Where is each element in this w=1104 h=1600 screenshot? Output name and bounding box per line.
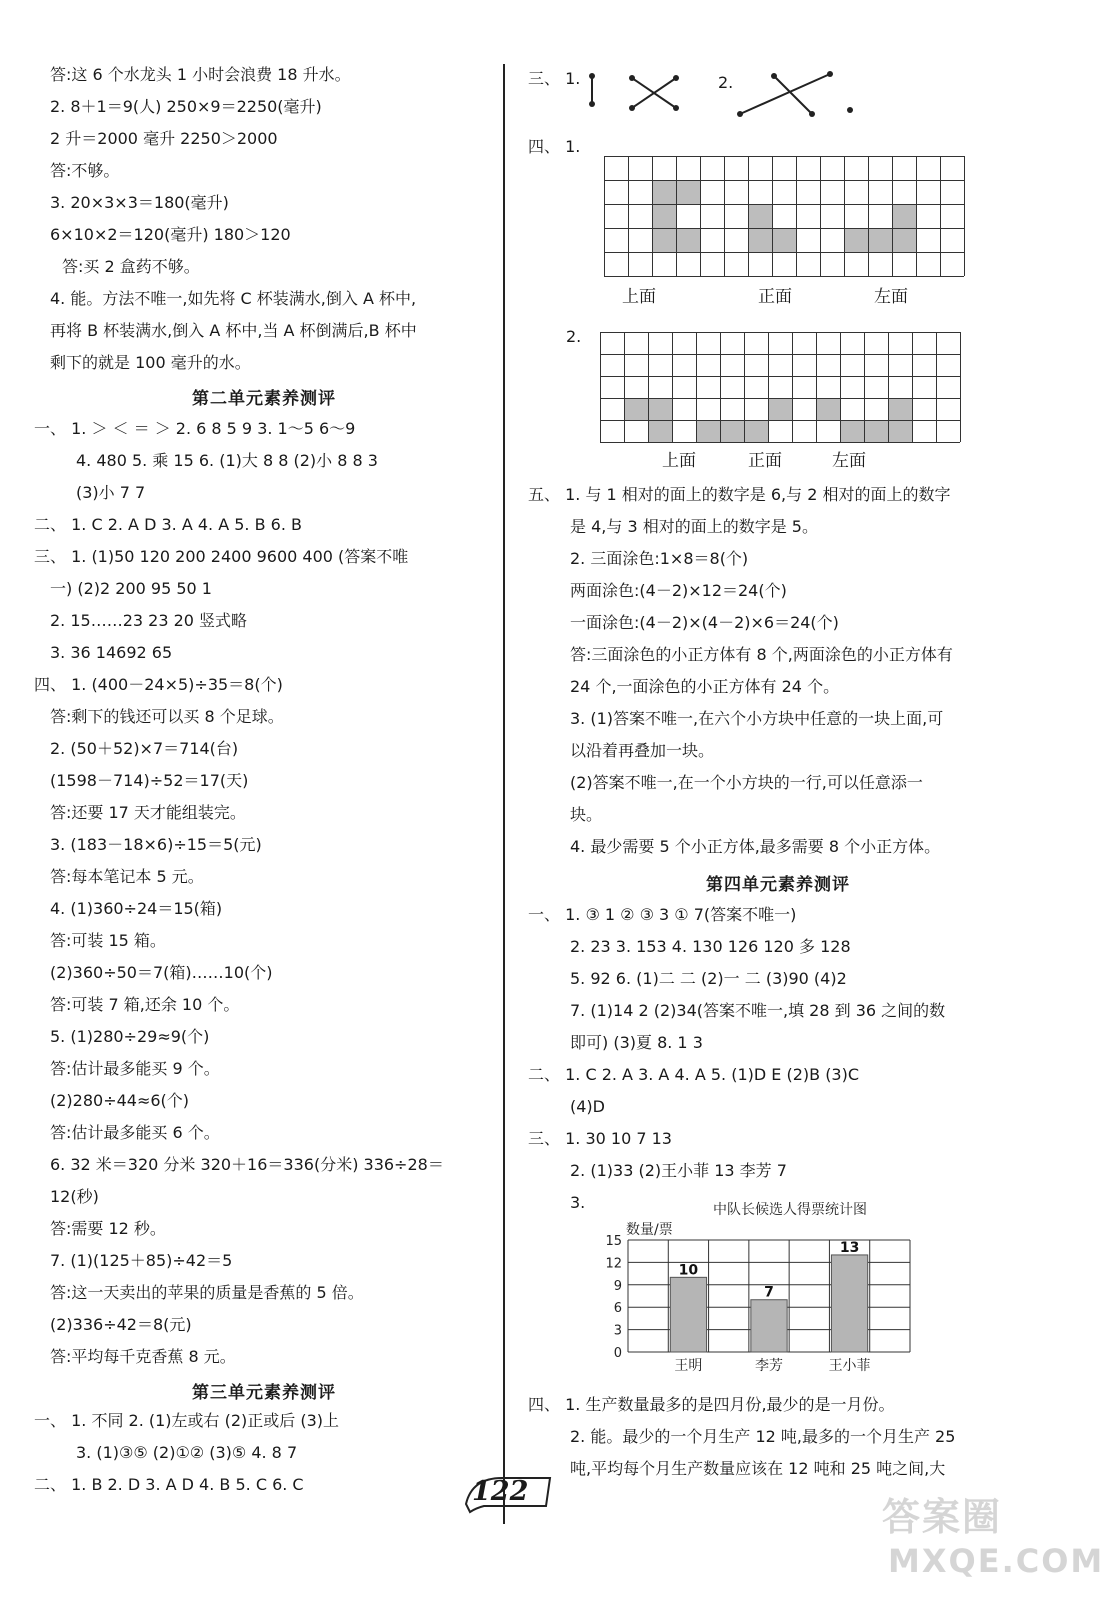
text-line: 一、 1. ＞ ＜ ＝ ＞ 2. 6 8 5 9 3. 1～5 6～9: [34, 419, 356, 438]
shaded-cell: [748, 228, 772, 252]
text-line: 答:需要 12 秒。: [50, 1219, 166, 1238]
text-line: (1598－714)÷52＝17(天): [50, 771, 249, 790]
y-tick-label: 0: [613, 1346, 622, 1361]
shaded-cell: [892, 228, 916, 252]
bar-data-label: 13: [839, 1239, 860, 1256]
text-line: 再将 B 杯装满水,倒入 A 杯中,当 A 杯倒满后,B 杯中: [50, 321, 417, 340]
text-line: 一、 1. 不同 2. (1)左或右 (2)正或后 (3)上: [34, 1411, 340, 1430]
bar-data-label: 10: [678, 1262, 699, 1279]
x-tick-label: 李芳: [755, 1358, 783, 1374]
text-line: 4. (1)360÷24＝15(箱): [50, 899, 223, 918]
text-line: 二、 1. C 2. A 3. A 4. A 5. (1)D E (2)B (3)C: [528, 1065, 860, 1084]
shaded-cell: [840, 420, 864, 442]
shaded-cell: [648, 398, 672, 420]
text-line: 7. (1)(125＋85)÷42＝5: [50, 1251, 233, 1270]
question-label: 2.: [718, 73, 734, 92]
view-grid-1: [604, 156, 980, 284]
dot-icon: [844, 104, 856, 116]
text-line: 答:可装 15 箱。: [50, 931, 166, 950]
grid-label: 上面: [622, 287, 656, 307]
text-line: 块。: [570, 805, 603, 824]
text-line: 吨,平均每个月生产数量应该在 12 吨和 25 吨之间,大: [570, 1459, 946, 1478]
shaded-cell: [888, 420, 912, 442]
grid-label: 正面: [758, 287, 792, 307]
text-line: 二、 1. C 2. A D 3. A 4. A 5. B 6. B: [34, 515, 302, 534]
text-line: 一、 1. ③ 1 ② ③ 3 ① 7(答案不唯一): [528, 905, 797, 924]
text-line: 2. (50＋52)×7＝714(台): [50, 739, 239, 758]
shaded-cell: [744, 420, 768, 442]
shaded-cell: [676, 228, 700, 252]
text-line: 是 4,与 3 相对的面上的数字是 5。: [570, 517, 818, 536]
text-line: 2. 15……23 23 20 竖式略: [50, 611, 248, 630]
text-line: (2)360÷50＝7(箱)……10(个): [50, 963, 273, 982]
question-label: 2.: [566, 327, 582, 346]
x-tick-label: 王小菲: [828, 1358, 871, 1374]
text-line: 24 个,一面涂色的小正方体有 24 个。: [570, 677, 840, 696]
shaded-cell: [720, 420, 744, 442]
text-line: 即可) (3)夏 8. 1 3: [570, 1033, 703, 1052]
section-heading-4: 第四单元素养测评: [706, 875, 850, 895]
text-line: 4. 480 5. 乘 15 6. (1)大 8 8 (2)小 8 8 3: [76, 451, 378, 470]
y-tick-label: 12: [605, 1256, 622, 1272]
shaded-cell: [888, 398, 912, 420]
text-line: 3. 36 14692 65: [50, 643, 173, 662]
grid-label: 左面: [874, 287, 908, 307]
text-line: 2. 能。最少的一个月生产 12 吨,最多的一个月生产 25: [570, 1427, 956, 1446]
shaded-cell: [652, 228, 676, 252]
y-tick-label: 6: [613, 1301, 622, 1317]
text-line: 4. 最少需要 5 个小正方体,最多需要 8 个小正方体。: [570, 837, 941, 856]
text-line: 3.: [570, 1193, 586, 1212]
text-line: 答:不够。: [50, 161, 120, 180]
shaded-cell: [816, 398, 840, 420]
bar: [831, 1255, 867, 1352]
grid-label: 左面: [832, 451, 866, 471]
text-line: 三、 1. (1)50 120 200 2400 9600 400 (答案不唯: [34, 547, 409, 566]
vote-bar-chart: [584, 1192, 914, 1382]
text-line: 6. 32 米＝320 分米 320＋16＝336(分米) 336÷28＝: [50, 1155, 444, 1174]
text-line: 答:这 6 个水龙头 1 小时会浪费 18 升水。: [50, 65, 351, 84]
text-line: 3. (1)③⑤ (2)①② (3)⑤ 4. 8 7: [76, 1443, 298, 1462]
text-line: 答:三面涂色的小正方体有 8 个,两面涂色的小正方体有: [570, 645, 953, 664]
text-line: 3. (1)答案不唯一,在六个小方块中任意的一块上面,可: [570, 709, 944, 728]
shaded-cell: [868, 228, 892, 252]
text-line: 答:剩下的钱还可以买 8 个足球。: [50, 707, 284, 726]
shaded-cell: [676, 180, 700, 204]
text-line: 一面涂色:(4－2)×(4－2)×6＝24(个): [570, 613, 839, 632]
chart-bars: [670, 1240, 870, 1374]
text-line: 剩下的就是 100 毫升的水。: [50, 353, 251, 372]
grid-label: 正面: [748, 451, 782, 471]
shaded-cell: [652, 180, 676, 204]
section-heading-3: 第三单元素养测评: [192, 1383, 336, 1403]
page-number-text: 122: [472, 1476, 529, 1507]
shaded-cell: [844, 228, 868, 252]
text-line: 3. (183－18×6)÷15＝5(元): [50, 835, 262, 854]
text-line: 两面涂色:(4－2)×12＝24(个): [570, 581, 787, 600]
text-line: (2)答案不唯一,在一个小方块的一行,可以任意添一: [570, 773, 923, 792]
text-line: 2. 8＋1＝9(人) 250×9＝2250(毫升): [50, 97, 322, 116]
text-line: 3. 20×3×3＝180(毫升): [50, 193, 229, 212]
text-line: (2)280÷44≈6(个): [50, 1091, 190, 1110]
question-label: 三、 1.: [528, 69, 581, 88]
watermark-bottom: MXQE.COM: [888, 1542, 1104, 1580]
view-grid-2: [600, 332, 976, 448]
y-tick-label: 9: [613, 1278, 622, 1294]
chart-y-axis-label: 数量/票: [626, 1222, 673, 1238]
x-tick-label: 王明: [674, 1358, 703, 1374]
shaded-cell: [748, 204, 772, 228]
text-line: 一) (2)2 200 95 50 1: [50, 579, 212, 598]
text-line: 7. (1)14 2 (2)34(答案不唯一,填 28 到 36 之间的数: [570, 1001, 946, 1020]
shaded-cell: [652, 204, 676, 228]
y-tick-label: 15: [605, 1234, 622, 1249]
shaded-cell: [624, 398, 648, 420]
watermark: [870, 1486, 1104, 1586]
matching-diagram: [580, 64, 840, 120]
bar: [670, 1277, 706, 1352]
shaded-cell: [768, 398, 792, 420]
text-line: 以沿着再叠加一块。: [570, 741, 715, 760]
text-line: 5. 92 6. (1)二 二 (2)一 二 (3)90 (4)2: [570, 969, 847, 988]
watermark-top: 答案圈: [882, 1495, 1003, 1539]
bar: [751, 1300, 787, 1352]
y-tick-label: 3: [613, 1323, 622, 1339]
grid-label: 上面: [662, 451, 696, 471]
text-line: 4. 能。方法不唯一,如先将 C 杯装满水,倒入 A 杯中,: [50, 289, 417, 308]
text-line: 答:可装 7 箱,还余 10 个。: [50, 995, 240, 1014]
text-line: 答:估计最多能买 6 个。: [50, 1123, 220, 1142]
text-line: 2. 23 3. 153 4. 130 126 120 多 128: [570, 937, 851, 956]
shaded-cell: [892, 204, 916, 228]
text-line: 答:每本笔记本 5 元。: [50, 867, 204, 886]
text-line: 三、 1. 30 10 7 13: [528, 1129, 672, 1148]
column-divider: [503, 64, 505, 1524]
chart-title: 中队长候选人得票统计图: [713, 1202, 867, 1218]
shaded-cell: [864, 420, 888, 442]
text-line: 四、 1. (400－24×5)÷35＝8(个): [34, 675, 283, 694]
text-line: 5. (1)280÷29≈9(个): [50, 1027, 210, 1046]
text-line: 答:还要 17 天才能组装完。: [50, 803, 246, 822]
text-line: (4)D: [570, 1097, 605, 1116]
text-line: 答:估计最多能买 9 个。: [50, 1059, 220, 1078]
text-line: 12(秒): [50, 1187, 99, 1206]
bar-data-label: 7: [764, 1284, 774, 1301]
section-heading-2: 第二单元素养测评: [192, 389, 336, 409]
text-line: 答:平均每千克香蕉 8 元。: [50, 1347, 236, 1366]
text-line: 四、 1. 生产数量最多的是四月份,最少的是一月份。: [528, 1395, 895, 1414]
text-line: 2. 三面涂色:1×8＝8(个): [570, 549, 749, 568]
text-line: 答:这一天卖出的苹果的质量是香蕉的 5 倍。: [50, 1283, 364, 1302]
text-line: 五、 1. 与 1 相对的面上的数字是 6,与 2 相对的面上的数字: [528, 485, 951, 504]
text-line: (3)小 7 7: [76, 483, 146, 502]
question-label: 四、 1.: [528, 137, 581, 156]
text-line: (2)336÷42＝8(元): [50, 1315, 192, 1334]
shaded-cell: [648, 420, 672, 442]
text-line: 6×10×2＝120(毫升) 180＞120: [50, 225, 291, 244]
text-line: 答:买 2 盒药不够。: [62, 257, 200, 276]
shaded-cell: [772, 228, 796, 252]
shaded-cell: [696, 420, 720, 442]
page-number: [462, 1472, 554, 1512]
text-line: 二、 1. B 2. D 3. A D 4. B 5. C 6. C: [34, 1475, 304, 1494]
text-line: 2. (1)33 (2)王小菲 13 李芳 7: [570, 1161, 787, 1180]
text-line: 2 升＝2000 毫升 2250＞2000: [50, 129, 278, 148]
